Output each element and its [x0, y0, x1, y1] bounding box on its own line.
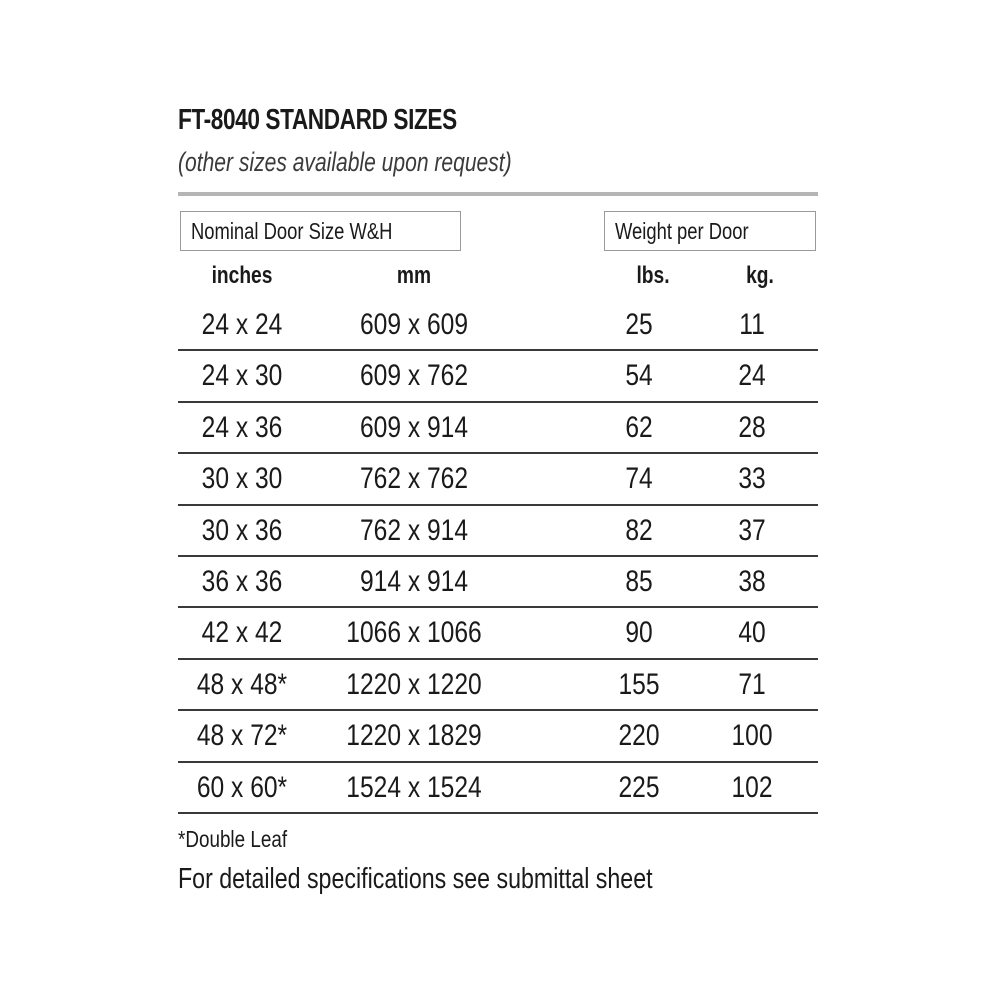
footer-text: For detailed specifications see submittal sheet	[178, 863, 653, 895]
cell-mm: 1066 x 1066	[346, 616, 482, 650]
unit-lbs: lbs.	[636, 262, 670, 289]
cell-kg: 38	[738, 564, 766, 598]
cell-mm: 1524 x 1524	[346, 770, 482, 804]
page-title: FT-8040 STANDARD SIZES	[178, 104, 457, 136]
cell-inches: 30 x 36	[201, 513, 283, 547]
double-leaf-note: *Double Leaf	[178, 826, 288, 852]
table-row	[178, 351, 818, 402]
cell-inches: 48 x 48*	[196, 667, 288, 701]
unit-kg: kg.	[746, 262, 774, 289]
cell-lbs: 82	[625, 513, 653, 547]
cell-mm: 1220 x 1829	[346, 719, 482, 753]
cell-kg: 33	[738, 462, 766, 496]
cell-mm: 762 x 914	[359, 513, 469, 547]
cell-lbs: 25	[625, 308, 653, 341]
weight-header-box	[604, 211, 816, 251]
cell-lbs: 85	[625, 564, 653, 598]
cell-inches: 36 x 36	[201, 564, 283, 598]
cell-inches: 24 x 24	[201, 308, 283, 341]
unit-mm: mm	[396, 262, 432, 289]
cell-lbs: 155	[618, 667, 660, 701]
table-row	[178, 454, 818, 505]
cell-kg: 71	[738, 667, 766, 701]
cell-inches: 30 x 30	[201, 462, 283, 496]
cell-inches: 24 x 36	[201, 410, 283, 444]
weight-header: Weight per Door	[615, 218, 749, 244]
cell-kg: 28	[738, 410, 766, 444]
cell-mm: 914 x 914	[359, 564, 469, 598]
cell-lbs: 62	[625, 410, 653, 444]
cell-mm: 1220 x 1220	[346, 667, 482, 701]
cell-lbs: 90	[625, 616, 653, 650]
door-size-header: Nominal Door Size W&H	[191, 218, 393, 244]
table-row	[178, 300, 818, 351]
table-row	[178, 557, 818, 608]
table-row	[178, 403, 818, 454]
cell-mm: 609 x 609	[359, 308, 469, 341]
cell-lbs: 74	[625, 462, 653, 496]
cell-mm: 762 x 762	[359, 462, 469, 496]
cell-kg: 40	[738, 616, 766, 650]
cell-kg: 100	[731, 719, 773, 753]
sizes-table	[178, 300, 818, 814]
top-divider	[178, 192, 818, 196]
cell-mm: 609 x 762	[359, 359, 469, 393]
table-row	[178, 660, 818, 711]
cell-kg: 11	[739, 308, 765, 341]
cell-lbs: 54	[625, 359, 653, 393]
cell-kg: 102	[731, 770, 773, 804]
table-row	[178, 608, 818, 659]
cell-mm: 609 x 914	[359, 410, 469, 444]
table-row	[178, 763, 818, 814]
page-subtitle: (other sizes available upon request)	[178, 147, 512, 177]
table-row	[178, 711, 818, 762]
cell-inches: 60 x 60*	[196, 770, 288, 804]
cell-lbs: 225	[618, 770, 660, 804]
cell-inches: 48 x 72*	[196, 719, 288, 753]
table-row	[178, 506, 818, 557]
cell-kg: 24	[738, 359, 766, 393]
cell-inches: 42 x 42	[201, 616, 283, 650]
unit-inches: inches	[211, 262, 273, 289]
cell-inches: 24 x 30	[201, 359, 283, 393]
door-size-header-box	[180, 211, 461, 251]
cell-lbs: 220	[618, 719, 660, 753]
cell-kg: 37	[738, 513, 766, 547]
